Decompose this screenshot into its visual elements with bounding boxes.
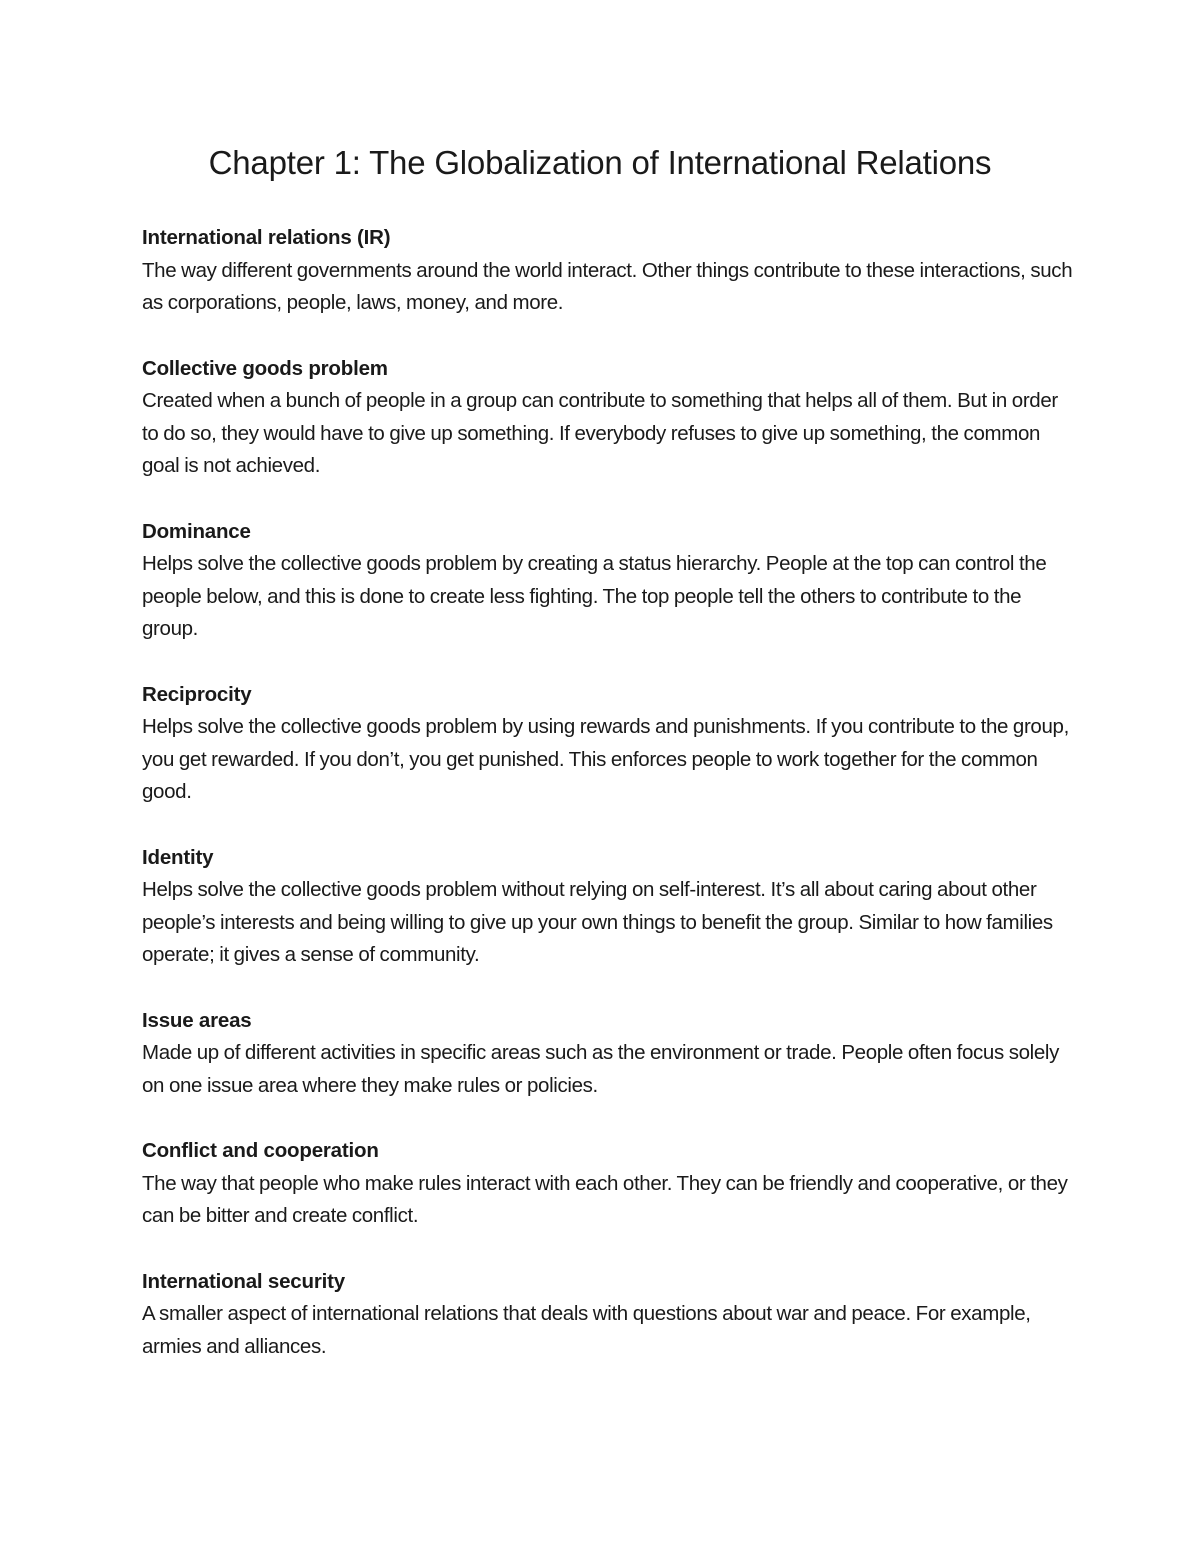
glossary-entry-collective-goods-problem xyxy=(142,353,1077,483)
glossary-entry-international-security xyxy=(142,1266,1077,1364)
term-heading: Identity xyxy=(142,845,214,869)
term-definition: A smaller aspect of international relations that deals with questions about war and peace. For example, armies and alliances. xyxy=(142,1302,1031,1358)
term-heading: Conflict and cooperation xyxy=(142,1139,379,1162)
term-heading: Collective goods problem xyxy=(142,356,388,380)
glossary-entry-identity xyxy=(142,842,1077,972)
glossary-entry-reciprocity xyxy=(142,679,1077,809)
term-definition: Made up of different activities in specific areas such as the environment or trade. People often focus solely on one issue area where they make rules or policies. xyxy=(142,1041,1060,1097)
glossary xyxy=(142,222,1077,1396)
term-definition: Helps solve the collective goods problem without relying on self-interest. It’s all about caring about other people’s interests and being willing to give up your own things to benefit the group. Similar to how families operate; it gives a sense of community. xyxy=(142,878,1053,966)
term-heading: Dominance xyxy=(142,519,251,543)
term-definition: Created when a bunch of people in a group can contribute to something that helps all of them. But in order to do so, they would have to give up something. If everybody refuses to give up something, the common goal is not achieved. xyxy=(142,389,1058,477)
term-definition: Helps solve the collective goods problem by using rewards and punishments. If you contribute to the group, you get rewarded. If you don’t, you get punished. This enforces people to work together for the common good. xyxy=(142,715,1069,803)
term-heading: International relations (IR) xyxy=(142,226,391,249)
term-definition: Helps solve the collective goods problem by creating a status hierarchy. People at the top can control the people below, and this is done to create less fighting. The top people tell the others to contribute to the group. xyxy=(142,552,1047,640)
glossary-entry-conflict-and-cooperation xyxy=(142,1135,1077,1233)
term-definition: The way that people who make rules interact with each other. They can be friendly and cooperative, or they can be bitter and create conflict. xyxy=(142,1171,1068,1227)
term-heading: Reciprocity xyxy=(142,682,252,706)
glossary-entry-international-relations xyxy=(142,222,1077,320)
glossary-entry-issue-areas xyxy=(142,1005,1077,1103)
term-heading: International security xyxy=(142,1269,345,1293)
term-heading: Issue areas xyxy=(142,1008,252,1032)
page-title: Chapter 1: The Globalization of International Relations xyxy=(208,144,992,181)
glossary-entry-dominance xyxy=(142,516,1077,646)
term-definition: The way different governments around the world interact. Other things contribute to these interactions, such as corporations, people, laws, money, and more. xyxy=(142,258,1073,314)
